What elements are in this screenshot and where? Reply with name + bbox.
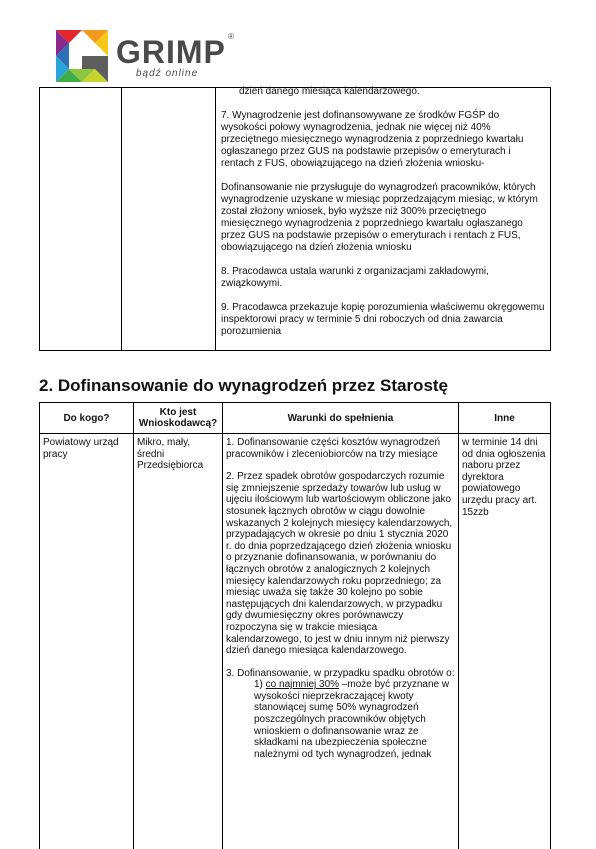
paragraph-9: 9. Pracodawca przekazuje kopię porozumienia właściwemu okręgowemu inspektorowi pracy w terminie 5 dni roboczych od dnia zawarcia porozumienia [221, 302, 545, 338]
subpoint-prefix: 1) [254, 679, 266, 690]
table-cell-empty [40, 88, 122, 351]
condition-3: 3. Dofinansowanie, w przypadku spadku obrotów o: [226, 668, 455, 680]
section-heading: 2. Dofinansowanie do wynagrodzeń przez Starostę [39, 376, 448, 396]
condition-3-subpoint [254, 679, 455, 760]
condition-1: 1. Dofinansowanie części kosztów wynagrodzeń pracowników i zleceniobiorców na trzy miesiące [226, 437, 455, 460]
grimp-logo-mark-icon [56, 30, 108, 82]
paragraph-exclusion: Dofinansowanie nie przysługuje do wynagrodzeń pracowników, których wynagrodzenie uzyskane w miesiąc poprzedzającym miesiąc, w którym został złożony wniosek, było wyższe niż 300% przeciętnego miesięcznego wynagrodzenia z poprzedniego kwartału ogłaszanego przez GUS na podstawie przepisów o emeryturach i rentach z FUS, obowiązującego na dzień złożenia wniosku [221, 182, 545, 254]
subpoint-threshold: co najmniej 30% [266, 679, 339, 690]
header-warunki: Warunki do spełnienia [223, 403, 459, 434]
table-row [40, 88, 551, 351]
condition-2: 2. Przez spadek obrotów gospodarczych rozumie się zmniejszenie sprzedaży towarów lub usług w ujęciu ilościowym lub wartościowym obliczone jako stosunek łącznych obrotów w ciągu dowolnie wskazanych 2 kolejnych miesięcy kalendarzowych, przypadających w okresie po dniu 1 stycznia 2020 r. do dnia poprzedzającego dzień złożenia wniosku o przyznanie dofinansowania, w porównaniu do łącznych obrotów z analogicznych 2 kolejnych miesięcy kalendarzowych roku poprzedniego; za miesiąc uważa się także 30 kolejno po sobie następujących dni kalendarzowych, w przypadku gdy dwumiesięczny okres porównawczy rozpoczyna się w trakcie miesiąca kalendarzowego, to jest w dniu innym niż pierwszy dzień danego miesiąca kalendarzowego. [226, 471, 455, 657]
conditions-cell [216, 88, 551, 351]
header-inne: Inne [459, 403, 551, 434]
table-cell-empty [122, 88, 216, 351]
continued-table [39, 87, 551, 351]
subpoint-text: –może być przyznane w wysokości nieprzekraczającej kwoty stanowiącej sumę 50% wynagrodzeń poszczególnych pracowników objętych wnioskiem o dofinansowanie wraz ze składkami na ubezpieczenia społeczne należnymi od tych wynagrodzeń, jednak [254, 679, 449, 760]
table-header-row [40, 403, 551, 434]
table-row [40, 434, 551, 849]
cell-warunki [223, 434, 459, 849]
paragraph-8: 8. Pracodawca ustala warunki z organizacjami zakładowymi, związkowymi. [221, 266, 545, 290]
cell-kto: Mikro, mały, średni Przedsiębiorca [134, 434, 223, 849]
logo-registered-mark: ® [228, 32, 234, 41]
funding-table [39, 402, 551, 849]
cell-do-kogo: Powiatowy urząd pracy [40, 434, 134, 849]
logo-tagline: bądź online [136, 68, 198, 79]
grimp-logo [56, 28, 246, 84]
header-kto: Kto jest Wnioskodawcą? [134, 403, 223, 434]
header-do-kogo: Do kogo? [40, 403, 134, 434]
continuation-text: dzień danego miesiąca kalendarzowego. [221, 86, 545, 98]
paragraph-7: 7. Wynagrodzenie jest dofinansowywane ze środków FGŚP do wysokości połowy wynagrodzenia, jednak nie więcej niż 40% przeciętnego miesięcznego wynagrodzenia z poprzedniego kwartału ogłaszanego przez GUS na podstawie przepisów o emeryturach i rentach z FUS, obowiązującego na dzień złożenia wniosku- [221, 110, 545, 170]
logo-name: GRIMP [116, 34, 226, 71]
cell-inne: w terminie 14 dni od dnia ogłoszenia naboru przez dyrektora powiatowego urzędu pracy art. 15zzb [459, 434, 551, 849]
